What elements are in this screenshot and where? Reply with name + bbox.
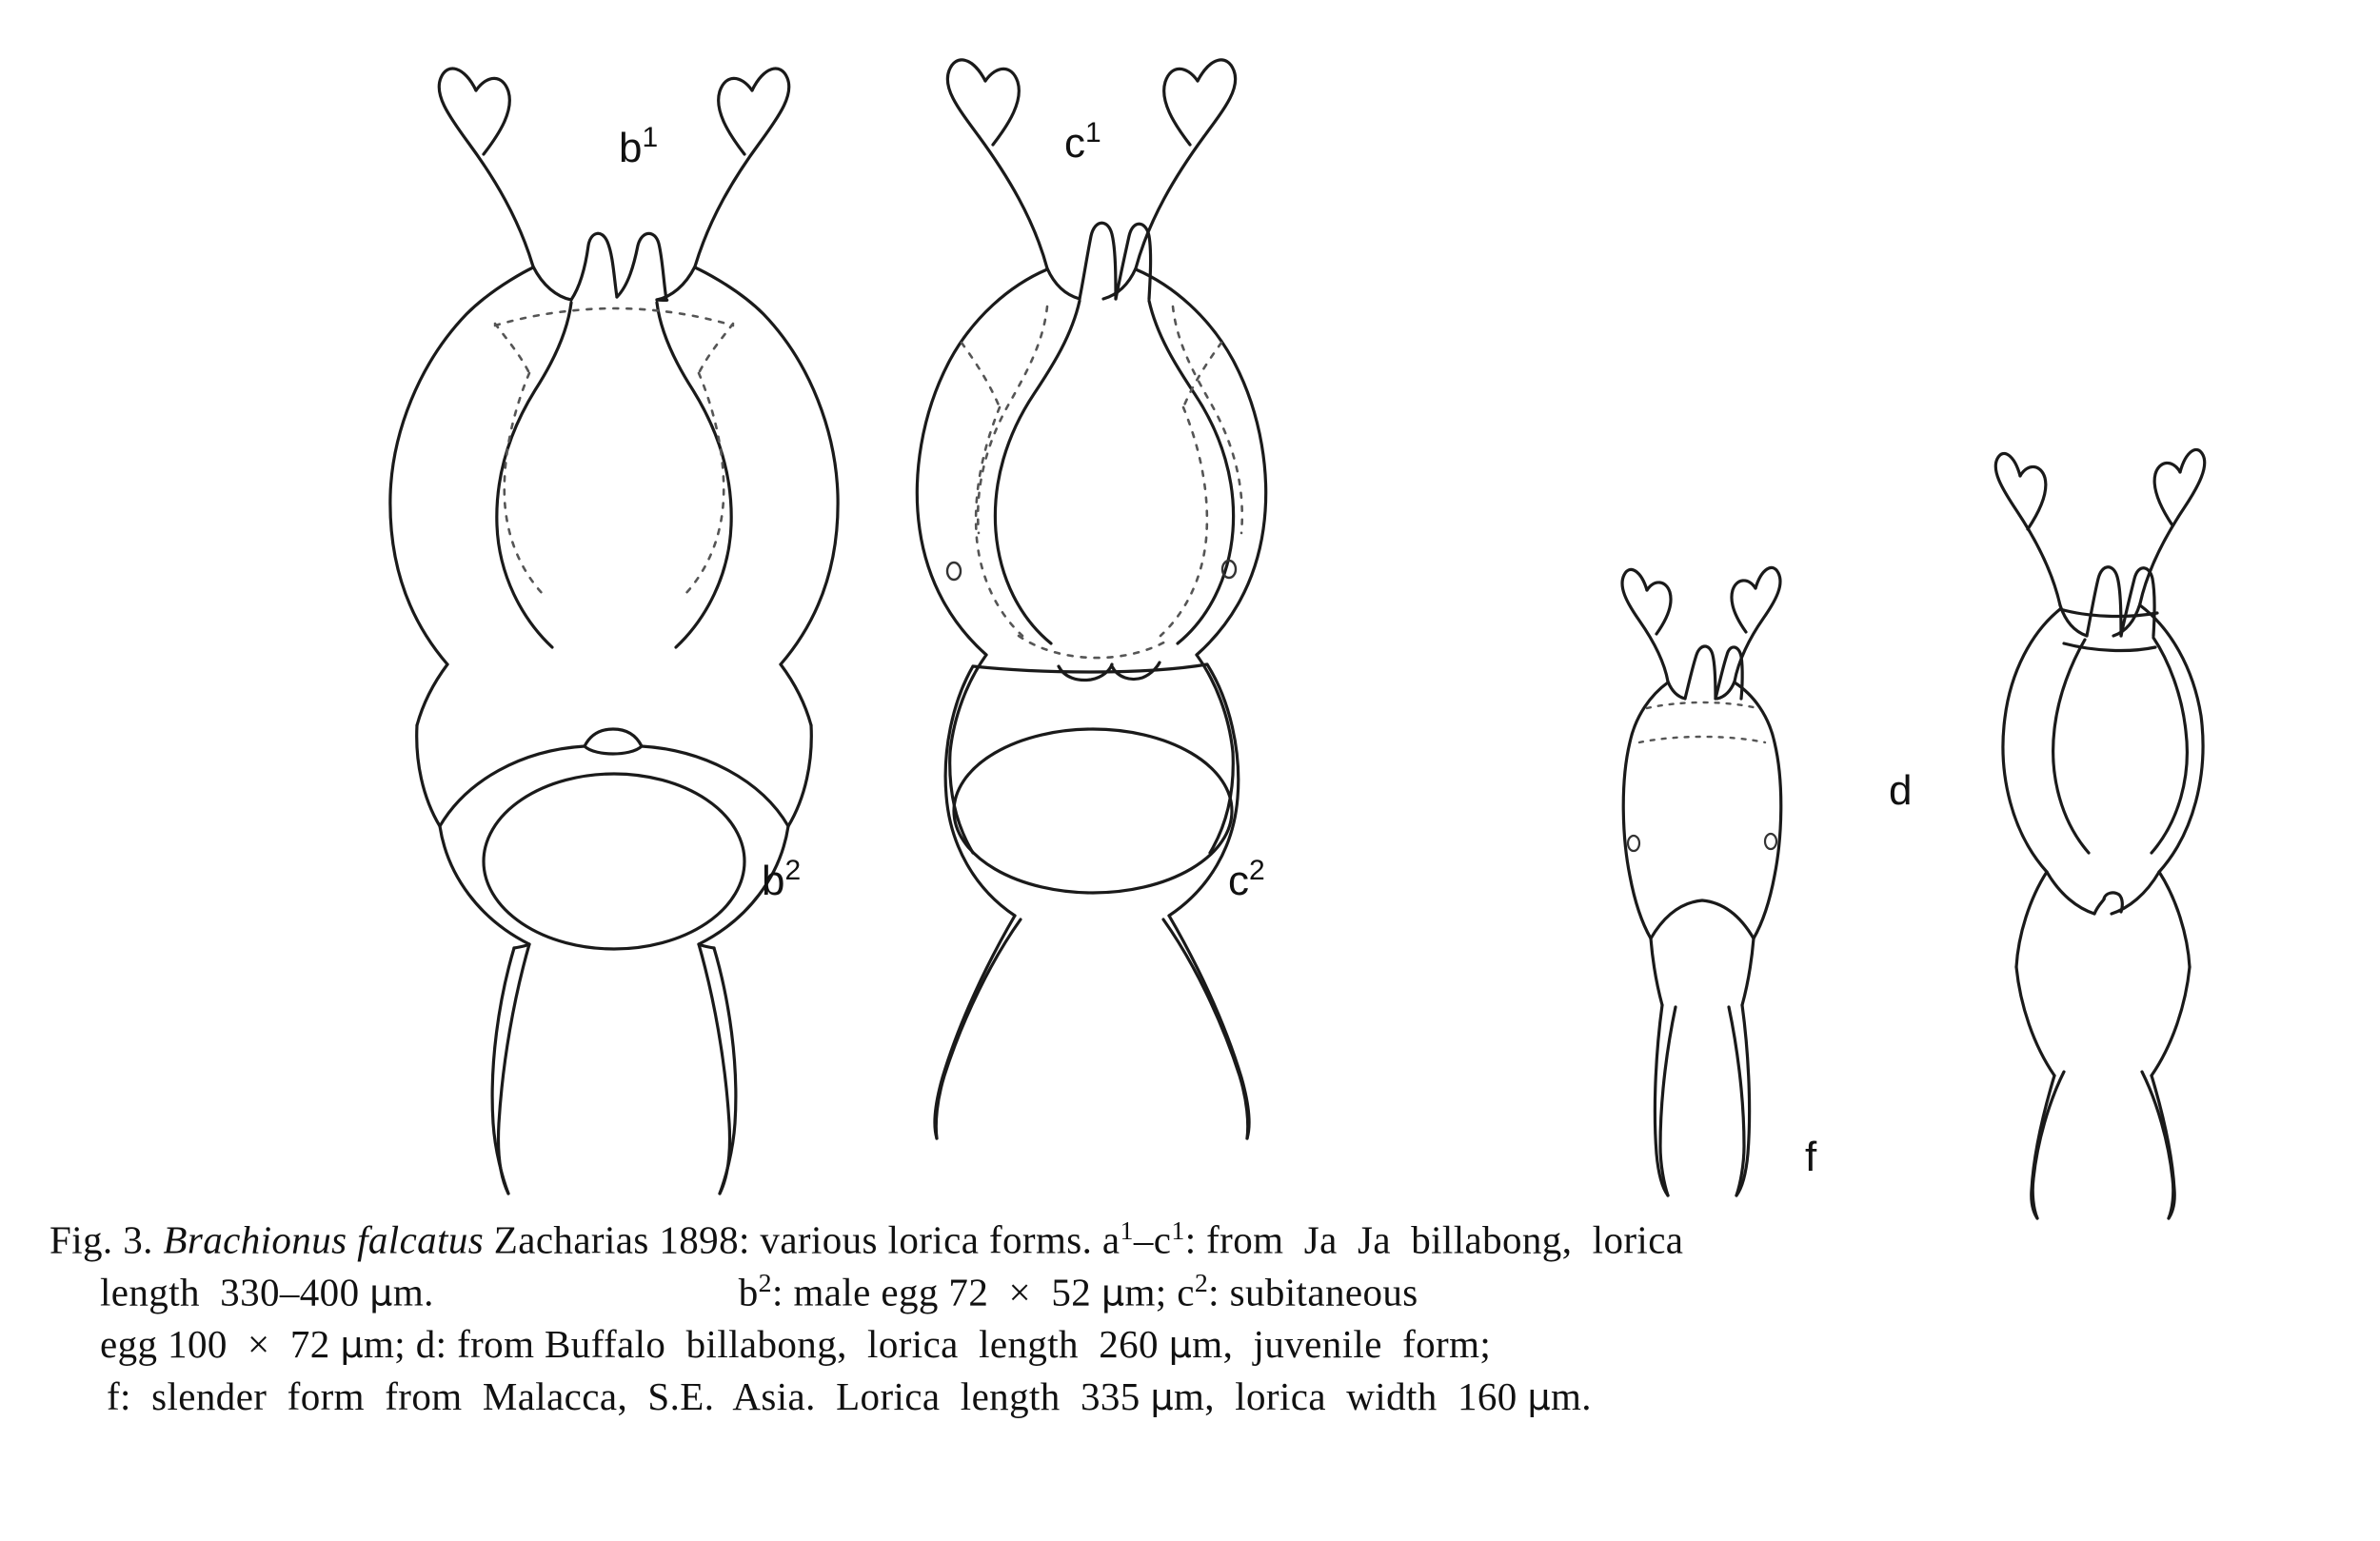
- caption-egg-size: egg 100 × 72: [100, 1322, 341, 1367]
- caption-line-1-mid: Zacharias 1898: various lorica forms. a: [484, 1217, 1121, 1262]
- panel-label-b1: $b^1$: [619, 122, 659, 171]
- caption-sup-c1: 1: [1171, 1216, 1185, 1246]
- caption-line-4-end: m.: [1551, 1373, 1592, 1418]
- figure-caption: [0, 1214, 2380, 1422]
- caption-slender-form: f: slender form from Malacca, S.E. Asia. Lorica length 335: [107, 1373, 1151, 1418]
- caption-line-1-dash: –c: [1133, 1217, 1172, 1262]
- micron-symbol: μ: [369, 1272, 393, 1314]
- specimen-b: [390, 69, 838, 1194]
- caption-line-1-tail: : from Ja Ja billabong, lorica: [1184, 1217, 1684, 1262]
- caption-lorica-width: m, lorica width 160: [1174, 1373, 1528, 1418]
- caption-sup-c2: 2: [1194, 1269, 1209, 1299]
- caption-subitaneous: : subitaneous: [1208, 1270, 1418, 1314]
- panel-label-c2: $c^2$: [1228, 855, 1265, 904]
- caption-line-2: [0, 1266, 2380, 1318]
- panel-label-d: d: [1889, 767, 1913, 814]
- caption-buffalo-billabong: m; d: from Buffalo billabong, lorica length 260: [364, 1322, 1169, 1367]
- panel-label-c1: $c^1$: [1064, 117, 1101, 167]
- caption-line-2-e: m; c: [1124, 1270, 1195, 1314]
- panel-labels: [619, 117, 1912, 1180]
- micron-symbol-6: μ: [1527, 1375, 1551, 1418]
- caption-juvenile-form: m, juvenile form;: [1192, 1322, 1492, 1367]
- specimen-f: [1622, 567, 1781, 1195]
- caption-line-3: [0, 1318, 2380, 1371]
- specimen-c: [917, 60, 1265, 1138]
- micron-symbol-4: μ: [1168, 1324, 1193, 1367]
- caption-sup-b2: 2: [758, 1269, 773, 1299]
- caption-male-egg: : male egg 72 × 52: [772, 1270, 1101, 1314]
- caption-sup-a1: 1: [1120, 1216, 1134, 1246]
- caption-line-1: [0, 1214, 2380, 1266]
- caption-line-2-b: m.: [392, 1270, 434, 1314]
- micron-symbol-2: μ: [1101, 1272, 1125, 1314]
- micron-symbol-3: μ: [340, 1324, 364, 1367]
- caption-line-4: [0, 1371, 2380, 1423]
- caption-lorica-length: length 330–400: [100, 1270, 370, 1314]
- caption-species-name: Brachionus falcatus: [163, 1217, 485, 1262]
- micron-symbol-5: μ: [1150, 1375, 1174, 1418]
- panel-label-b2: $b^2$: [762, 855, 802, 904]
- specimen-d: [1995, 449, 2205, 1218]
- caption-label-b: b: [738, 1270, 759, 1314]
- caption-fig-number: Fig. 3.: [50, 1217, 164, 1262]
- panel-label-f: f: [1805, 1134, 1817, 1180]
